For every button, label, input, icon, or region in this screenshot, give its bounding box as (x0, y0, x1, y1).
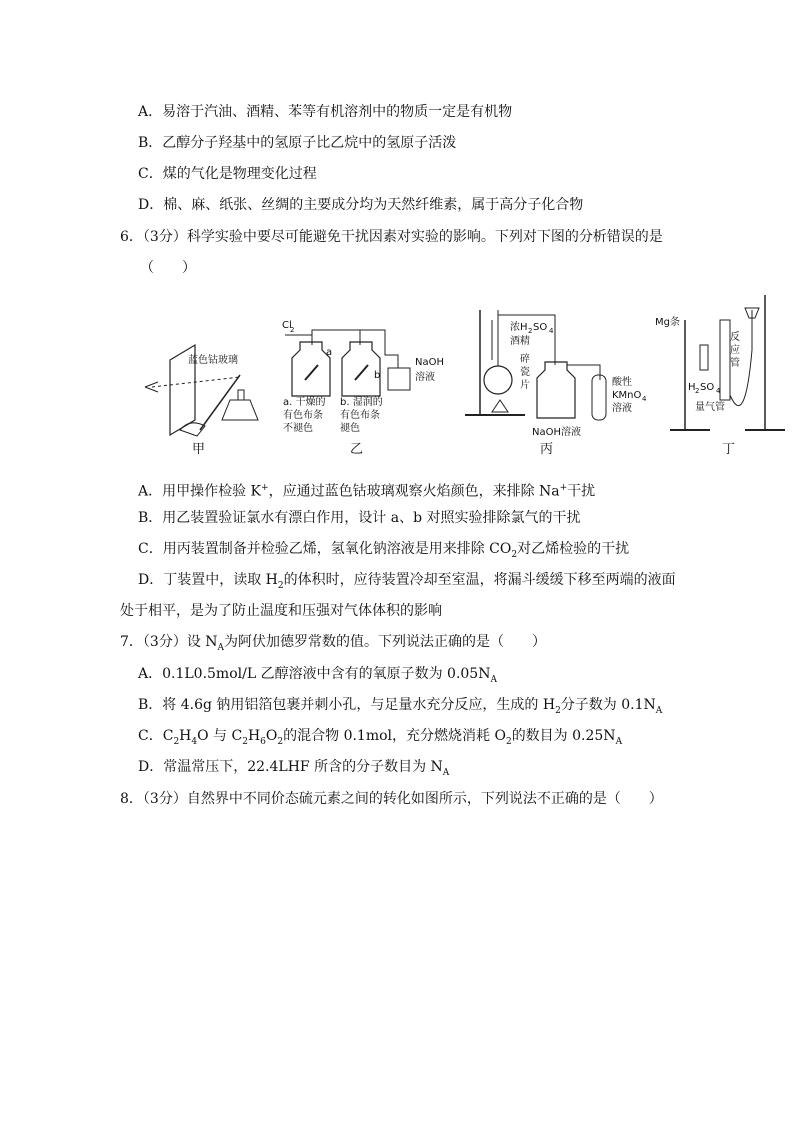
eye-icon (145, 382, 158, 392)
svg-text:应: 应 (730, 345, 740, 356)
svg-text:4: 4 (716, 387, 721, 395)
q6-option-d-cont: 处于相平，是为了防止温度和压强对气体体积的影响 (120, 603, 442, 619)
q6-apparatus-figure (140, 290, 790, 460)
svg-text:a. 干燥的: a. 干燥的 (283, 397, 326, 408)
svg-text:有色布条: 有色布条 (283, 410, 323, 421)
apparatus-bing (465, 310, 647, 457)
q7-option-c: C．$C_2H_4O$ 与 $C_2H_6O_2$的混合物 0.1mol，充分燃烧消耗 $O_2$的数目为 $0.25N_A$ (138, 728, 623, 747)
q8-stem: 8．（3分）自然界中不同价态硫元素之间的转化如图所示，下列说法不正确的是（ ） (120, 791, 663, 807)
jia-label: 蓝色钴玻璃 (188, 355, 238, 366)
q6-option-b: B．用乙装置验证氯水有漂白作用，设计 a、b 对照实验排除氯气的干扰 (138, 510, 581, 526)
caption-yi: 乙 (350, 442, 364, 457)
svg-text:酸性: 酸性 (612, 377, 632, 388)
naoh-beaker (388, 368, 410, 390)
svg-text:NaOH: NaOH (415, 357, 444, 368)
svg-text:溶液: 溶液 (612, 403, 632, 414)
svg-text:不褪色: 不褪色 (283, 423, 313, 434)
reaction-tube (700, 345, 708, 370)
caption-jia: 甲 (192, 442, 206, 457)
svg-text:有色布条: 有色布条 (340, 410, 380, 421)
svg-text:H: H (688, 382, 696, 393)
naoh-bottle (537, 362, 575, 418)
caption-bing: 丙 (540, 442, 554, 457)
q6-option-a: A．用甲操作检验 K+，应通过蓝色钴玻璃观察火焰颜色，来排除 Na+干扰 (138, 483, 596, 500)
bottle-a (292, 342, 333, 396)
q5-option-d: D．棉、麻、纸张、丝绸的主要成分均为天然纤维素，属于高分子化合物 (138, 197, 584, 213)
kmno4-tube (592, 375, 606, 420)
q6-option-c: C．用丙装置制备并检验乙烯，氢氧化钠溶液是用来排除 $CO_2$对乙烯检验的干扰 (138, 541, 630, 560)
q6-stem: 6．（3分）科学实验中要尽可能避免干扰因素对实验的影响。下列对下图的分析错误的是 (120, 229, 663, 245)
svg-text:碎: 碎 (520, 354, 530, 365)
svg-text:4: 4 (642, 395, 647, 403)
bottle-b (342, 342, 380, 396)
svg-text:b. 湿润的: b. 湿润的 (340, 397, 383, 408)
q7-option-d: D．常温常压下，22.4LHF 所含的分子数目为 $N_A$ (138, 759, 450, 778)
apparatus-ding (655, 295, 785, 457)
svg-text:Mg条: Mg条 (655, 317, 680, 328)
q6-answer-paren: （ ） (140, 260, 196, 276)
gas-burette (720, 320, 730, 400)
q6-option-d: D．丁装置中，读取 $H_2$的体积时，应待装置冷却至室温，将漏斗缓缓下移至两端的液面 (138, 572, 676, 591)
svg-text:溶液: 溶液 (415, 372, 435, 383)
svg-text:浓H: 浓H (510, 322, 528, 333)
svg-text:2: 2 (695, 387, 700, 395)
svg-text:KMnO: KMnO (612, 390, 642, 401)
svg-text:NaOH溶液: NaOH溶液 (532, 427, 581, 438)
svg-text:b: b (374, 370, 381, 381)
svg-text:2: 2 (290, 326, 295, 334)
svg-text:a: a (326, 347, 333, 358)
svg-text:瓷: 瓷 (520, 367, 530, 378)
svg-text:SO: SO (700, 382, 715, 393)
q7-option-b: B．将 4.6g 钠用铝箔包裹并刺小孔，与足量水充分反应，生成的 $H_2$分子数为 $0.1N_A$ (138, 697, 663, 716)
q5-option-a: A．易溶于汽油、酒精、苯等有机溶剂中的物质一定是有机物 (138, 104, 513, 120)
svg-text:SO: SO (533, 322, 548, 333)
svg-text:4: 4 (549, 327, 554, 335)
burner (492, 400, 508, 412)
svg-text:Cl: Cl (282, 320, 292, 331)
apparatus-jia (145, 345, 258, 457)
flask (484, 366, 512, 394)
q5-option-b: B．乙醇分子羟基中的氢原子比乙烷中的氢原子活泼 (138, 135, 457, 151)
apparatus-yi (282, 320, 444, 457)
q5-option-c: C．煤的气化是物理变化过程 (138, 166, 317, 182)
svg-text:褪色: 褪色 (340, 423, 360, 434)
caption-ding: 丁 (722, 442, 736, 457)
svg-text:2: 2 (528, 327, 533, 335)
svg-text:酒精: 酒精 (510, 336, 530, 347)
platinum-wire (200, 375, 240, 430)
svg-text:片: 片 (520, 380, 530, 391)
svg-text:反: 反 (730, 332, 740, 343)
alcohol-lamp (222, 400, 258, 420)
q7-stem: 7．（3分）设 $N_A$为阿伏加德罗常数的值。下列说法正确的是（ ） (120, 634, 547, 653)
svg-text:量气管: 量气管 (695, 402, 725, 413)
q7-option-a: A．0.1L0.5mol/L 乙醇溶液中含有的氧原子数为 $0.05N_A$ (138, 666, 497, 685)
svg-text:管: 管 (730, 358, 740, 369)
